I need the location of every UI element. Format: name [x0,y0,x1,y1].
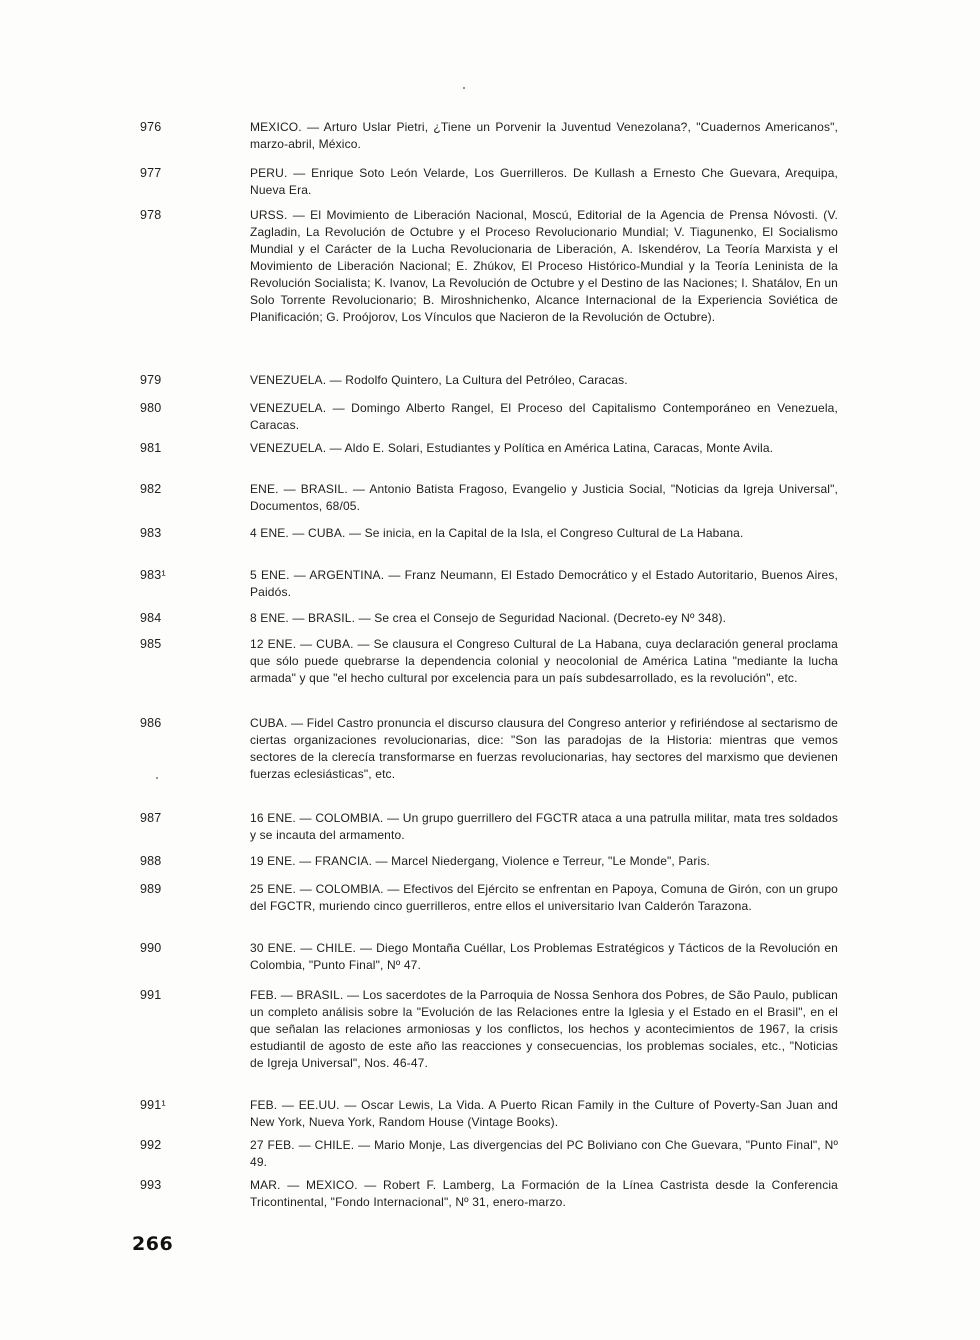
entry-number: 978 [140,208,162,222]
entry-text: VENEZUELA. — Domingo Alberto Rangel, El Proceso del Capitalismo Contemporáneo en Venezuela, Caracas. [250,401,838,432]
entry-text: 16 ENE. — COLOMBIA. — Un grupo guerrillero del FGCTR ataca a una patrulla militar, mata tres soldados y se incauta del armamento. [250,811,838,842]
scan-speck [156,777,158,779]
entry-number: 979 [140,373,162,387]
entry-number: 987 [140,811,162,825]
entry-text: MAR. — MEXICO. — Robert F. Lamberg, La Formación de la Línea Castrista desde la Conferencia Tricontinental, "Fondo Internacional", Nº 31, enero-marzo. [250,1178,838,1209]
entry-number: 977 [140,166,162,180]
entry-text: 5 ENE. — ARGENTINA. — Franz Neumann, El Estado Democrático y el Estado Autoritario, Buenos Aires, Paidós. [250,568,838,599]
entry-number: 983¹ [140,568,166,582]
entry-number: 990 [140,941,162,955]
entry-number: 980 [140,401,162,415]
entry-text: 25 ENE. — COLOMBIA. — Efectivos del Ejército se enfrentan en Papoya, Comuna de Girón, con un grupo del FGCTR, muriendo cinco guerrilleros, entre ellos el universitario Ivan Calderón Tarazona. [250,882,838,913]
entry-number: 991 [140,988,162,1002]
scan-speck [463,87,465,89]
entry-text: PERU. — Enrique Soto León Velarde, Los Guerrilleros. De Kullash a Ernesto Che Guevara, Arequipa, Nueva Era. [250,166,838,197]
entry-number: 976 [140,120,162,134]
entry-number: 985 [140,637,162,651]
entry-number: 984 [140,611,162,625]
entry-number: 982 [140,482,162,496]
entry-text: FEB. — EE.UU. — Oscar Lewis, La Vida. A Puerto Rican Family in the Culture of Poverty-San Juan and New York, Nueva York, Random House (Vintage Books). [250,1098,838,1129]
entry-number: 989 [140,882,162,896]
page-number: 266 [132,1233,174,1255]
entry-text: 4 ENE. — CUBA. — Se inicia, en la Capital de la Isla, el Congreso Cultural de La Habana. [250,526,744,540]
entry-number: 993 [140,1178,162,1192]
entry-text: CUBA. — Fidel Castro pronuncia el discurso clausura del Congreso anterior y refiriéndose al sectarismo de ciertas organizaciones revolucionarias, dice: "Son las paradojas de la Historia: mientras que vemos sectores de la clerecía transformarse en fuerzas revolucionarias, hay sectores del marxismo que devienen fuerzas eclesiásticas", etc. [250,716,838,781]
entry-number: 991¹ [140,1098,166,1112]
entry-number: 981 [140,441,162,455]
entry-text: 19 ENE. — FRANCIA. — Marcel Niedergang, Violence e Terreur, "Le Monde", Paris. [250,854,710,868]
entry-text: 8 ENE. — BRASIL. — Se crea el Consejo de Seguridad Nacional. (Decreto-ey Nº 348). [250,611,727,625]
entry-text: URSS. — El Movimiento de Liberación Nacional, Moscú, Editorial de la Agencia de Prensa Nóvosti. (V. Zagladin, La Revolución de Octubre y el Proceso Revolucionario Mundial; V. Tiagunenko, El Socialismo Mundial y el Carácter de la Lucha Revolucionaria de Liberación, A. Iskendérov, La Teoría Marxista y el Movimiento de Liberación Nacional; E. Zhúkov, El Proceso Histórico-Mundial y la Teoría Leninista de la Revolución Socialista; K. Ivanov, La Revolución de Octubre y el Destino de las Naciones; I. Shatálov, En un Solo Torrente Revolucionario; B. Miroshnichenko, Alcance Internacional de la Experiencia Soviética de Planificación; G. Proójorov, Los Vínculos que Nacieron de la Revolución de Octubre). [250,208,838,324]
entry-number: 988 [140,854,162,868]
entry-text: 30 ENE. — CHILE. — Diego Montaña Cuéllar, Los Problemas Estratégicos y Tácticos de la Revolución en Colombia, "Punto Final", Nº 47. [250,941,838,972]
entry-text: 12 ENE. — CUBA. — Se clausura el Congreso Cultural de La Habana, cuya declaración general proclama que sólo puede quebrarse la dependencia colonial y neocolonial de América Latina "mediante la lucha armada" y que "el hecho cultural por excelencia para un país subdesarrollado, es la revolución", etc. [250,637,838,685]
entry-text: VENEZUELA. — Aldo E. Solari, Estudiantes y Política en América Latina, Caracas, Monte Avila. [250,441,774,455]
entry-number: 986 [140,716,162,730]
entry-number: 992 [140,1138,162,1152]
entry-text: FEB. — BRASIL. — Los sacerdotes de la Parroquia de Nossa Senhora dos Pobres, de São Paulo, publican un completo análisis sobre la "Evolución de las Relaciones entre la Iglesia y el Estado en el Brasil", en el que señalan las relaciones armoniosas y los conflictos, los hechos y acontecimientos de 1967, la crisis estudiantil de agosto de este año las reacciones y consecuencias, los problemas sociales, etc., "Noticias de Igreja Universal", Nos. 46-47. [250,988,838,1070]
entry-text: VENEZUELA. — Rodolfo Quintero, La Cultura del Petróleo, Caracas. [250,373,628,387]
entry-text: MEXICO. — Arturo Uslar Pietri, ¿Tiene un Porvenir la Juventud Venezolana?, "Cuadernos Americanos", marzo-abril, México. [250,120,838,151]
entry-text: 27 FEB. — CHILE. — Mario Monje, Las divergencias del PC Boliviano con Che Guevara, "Punto Final", Nº 49. [250,1138,838,1169]
entry-text: ENE. — BRASIL. — Antonio Batista Fragoso, Evangelio y Justicia Social, "Noticias da Igreja Universal", Documentos, 68/05. [250,482,838,513]
entry-number: 983 [140,526,162,540]
